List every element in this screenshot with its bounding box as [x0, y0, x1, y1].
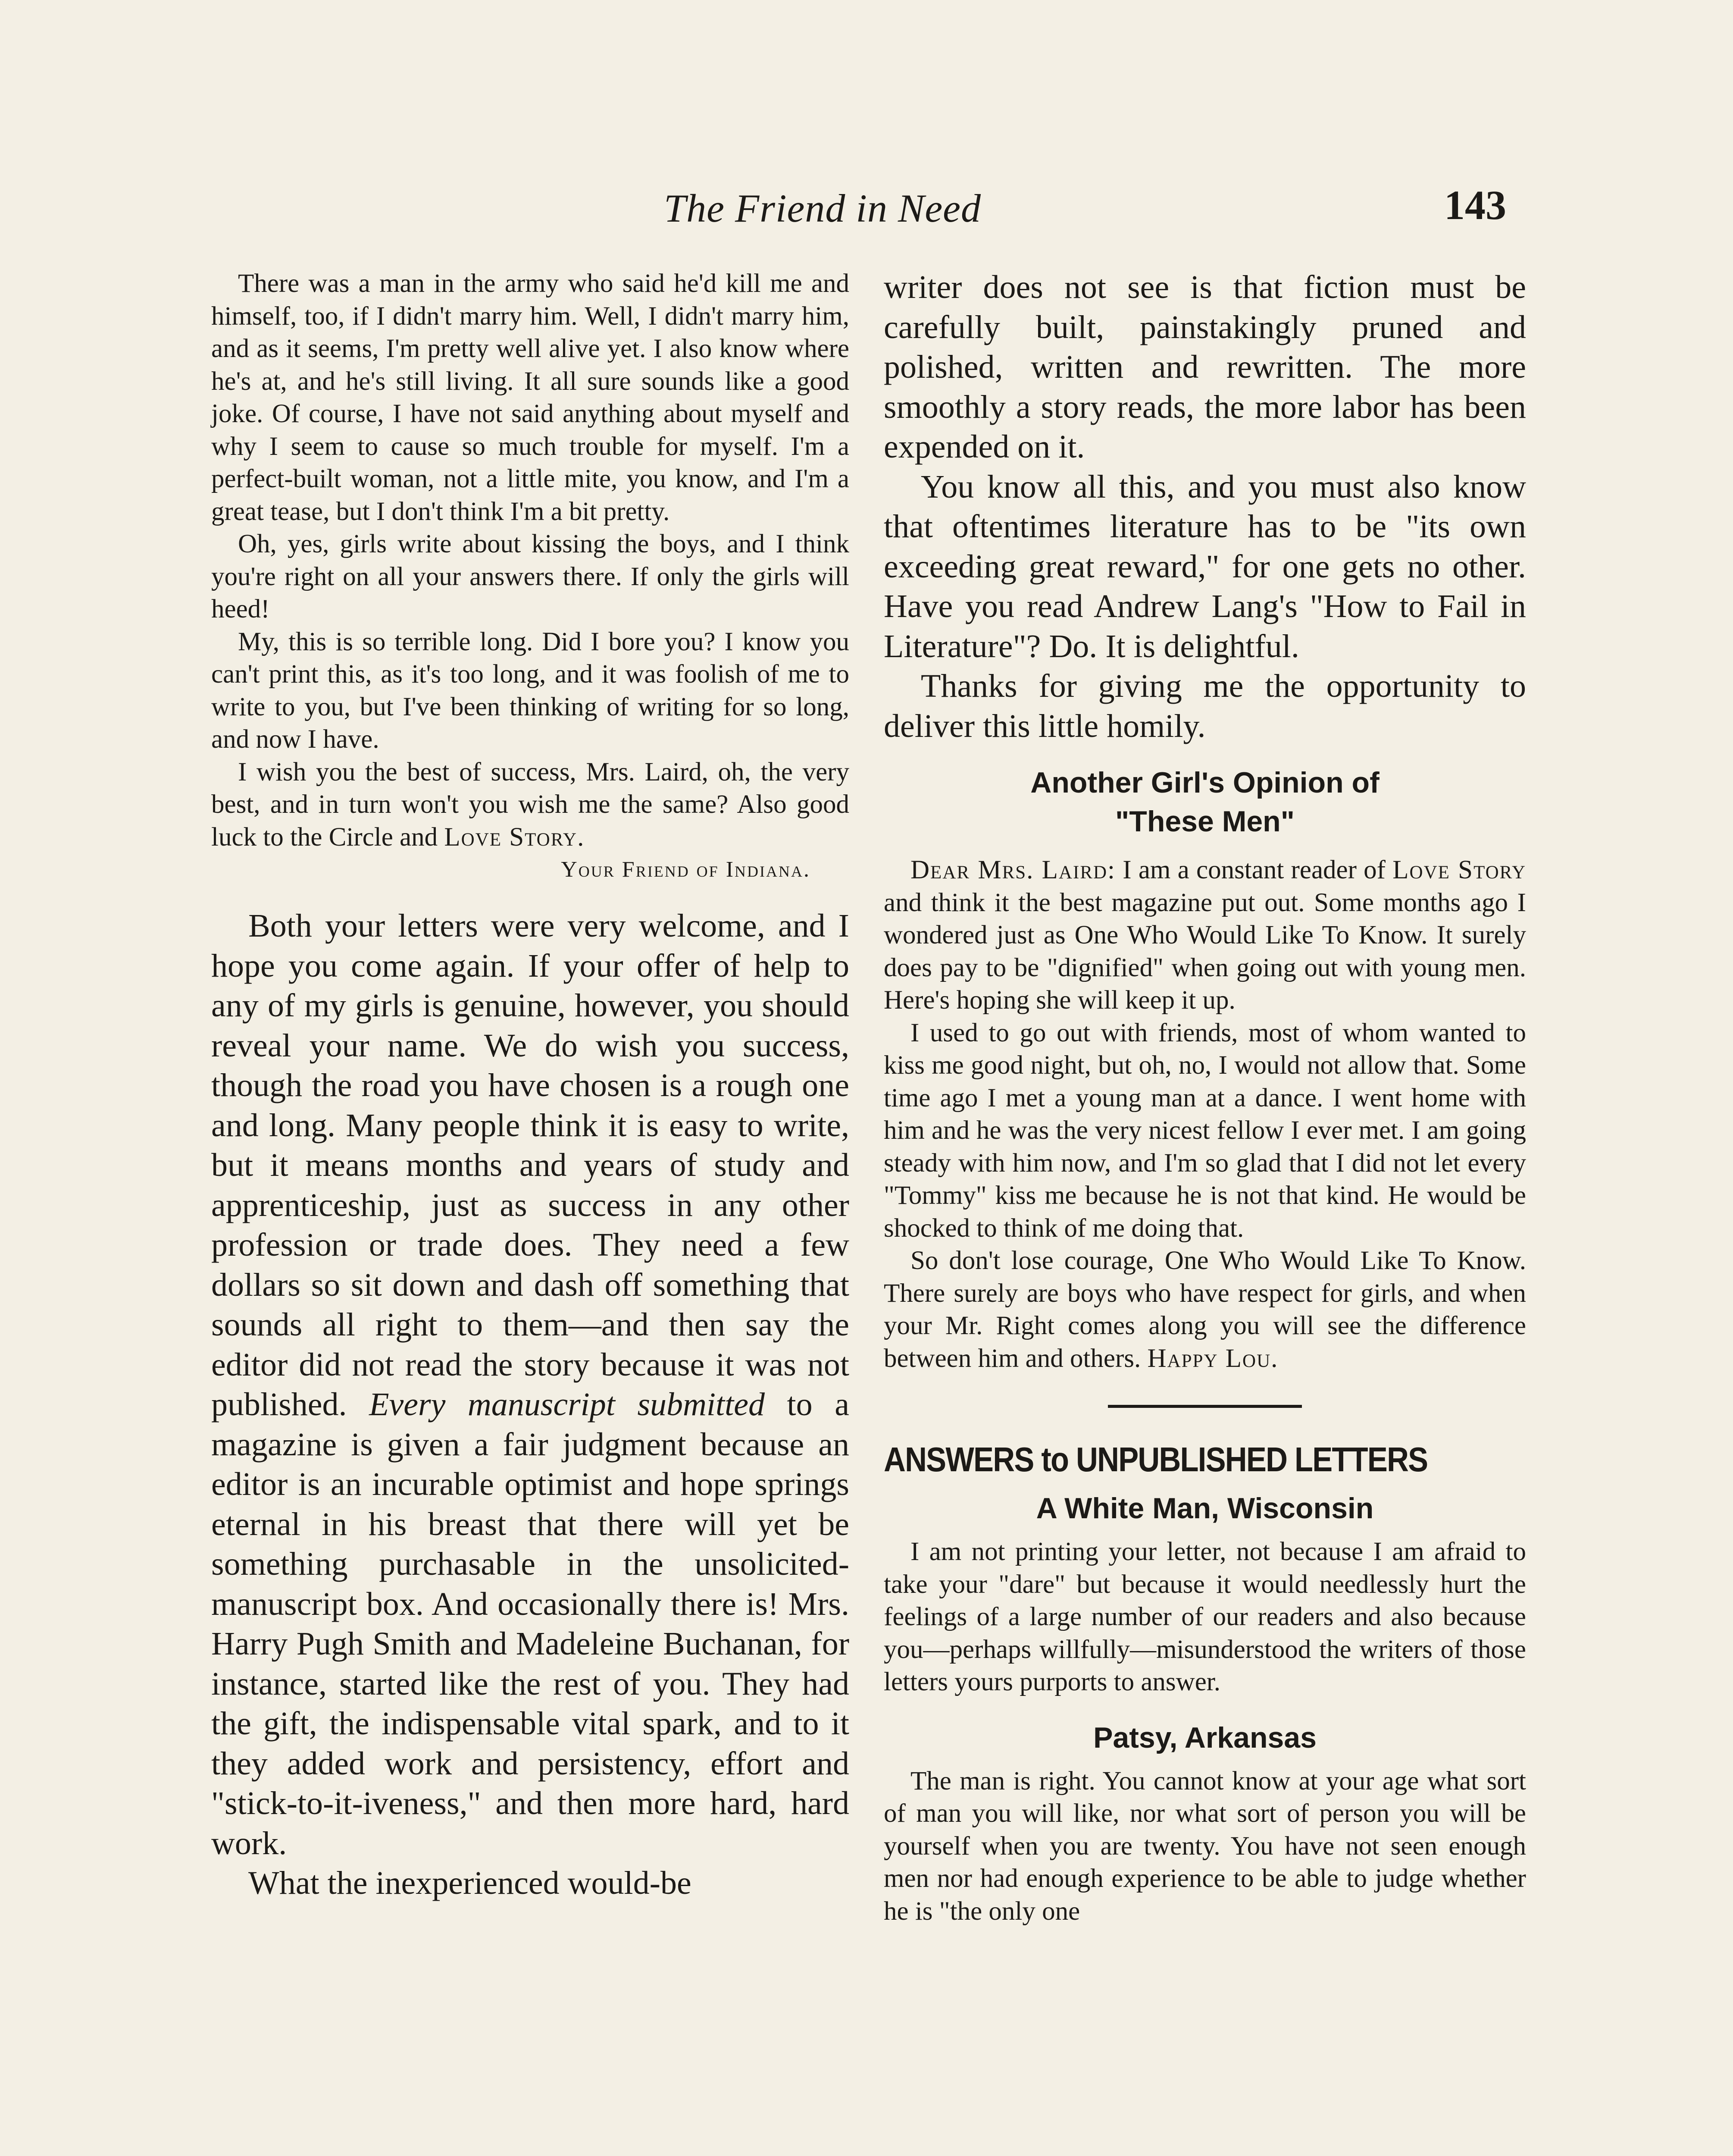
- answer-emphasis: Every manuscript submitted: [369, 1386, 765, 1423]
- letter-text: .: [577, 822, 584, 852]
- section-title-line: "These Men": [1115, 805, 1295, 838]
- answer-paragraph: What the inexperienced would-be: [248, 1865, 691, 1901]
- letter-signature: Happy Lou.: [1147, 1344, 1279, 1373]
- answer-text: to a magazine is given a fair judgment because an editor is an incurable optimist and hope springs eternal in his breast that there will yet be something purchasable in the unsolicited-manuscript box. And occasionally there is! Mrs. Harry Pugh Smith and Madeleine Buchanan, for instance, started like the rest of you. They had the gift, the indispensable vital spark, and to it they added work and persistency, effort and "stick-to-it-iveness," and then more hard, hard work.: [211, 1386, 849, 1861]
- section-divider: [1108, 1405, 1302, 1408]
- letter-paragraph: [211, 756, 849, 854]
- subsection-title: A White Man, Wisconsin: [1036, 1492, 1374, 1525]
- answer-paragraph: I am not printing your letter, not because I am afraid to take your "dare" but because it would needlessly hurt the feelings of a large number of our readers and also because you—perhaps willfully—misunderstood the writers of those letters yours purports to answer.: [884, 1537, 1526, 1696]
- magazine-name: Love Story: [444, 822, 578, 852]
- subsection-title: Patsy, Arkansas: [1093, 1721, 1317, 1754]
- answer-text: Both your letters were very welcome, and I hope you come again. If your offer of help to any of my girls is genuine, however, you should reveal your name. We do wish you success, though the road you have chosen is a rough one and long. Many people think it is easy to write, but it means months and years of study and apprenticeship, just as success in any other profession or trade does. They need a few dollars so sit down and dash off something that sounds all right to them—and then say the editor did not read the story because it was not published.: [211, 908, 849, 1423]
- running-title: The Friend in Need: [664, 186, 981, 230]
- answer-paragraph: You know all this, and you must also know that oftentimes literature has to be "its own exceeding great reward," for one gets no other. Have you read Andrew Lang's "How to Fail in Literature"? Do. It is delightful.: [884, 468, 1526, 664]
- answer-paragraph: writer does not see is that fiction must be carefully built, painstakingly pruned and polished, written and rewritten. The more smoothly a story reads, the more labor has been expended on it.: [884, 269, 1526, 465]
- letter-paragraph: [884, 854, 1526, 1017]
- editor-answer: [211, 906, 849, 1903]
- letter-text: and think it the best magazine put out. Some months ago I wondered just as One Who Would Like To Know. It surely does pay to be "dignified" when going out with young men. Here's hoping she will keep it up.: [884, 888, 1526, 1015]
- answer-paragraph: The man is right. You cannot know at your age what sort of man you will like, nor what sort of person you will be yourself when you are twenty. You have not seen enough men nor had enough experience to be able to judge whether he is "the only one: [884, 1766, 1526, 1926]
- right-column: [884, 267, 1526, 1927]
- magazine-name: Love Story: [1392, 856, 1527, 884]
- letter-paragraph: Oh, yes, girls write about kissing the boys, and I think you're right on all your answers there. If only the girls will heed!: [211, 530, 849, 624]
- letter-paragraph: There was a man in the army who said he'd kill me and himself, too, if I didn't marry him. Well, I didn't marry him, and as it seems, I'm pretty well alive yet. I also know where he's at, and he's still living. It all sure sounds like a good joke. Of course, I have not said anything about myself and why I seem to cause so much trouble for myself. I'm a perfect-built woman, not a little mite, you know, and I'm a great tease, but I don't think I'm a bit pretty.: [211, 269, 849, 526]
- answer-paragraph: Thanks for giving me the opportunity to deliver this little homily.: [884, 668, 1526, 744]
- answer-body: [884, 1765, 1526, 1928]
- reader-letter: [211, 267, 849, 886]
- letter-text: So don't lose courage, One Who Would Like To Know. There surely are boys who have respect for girls, and when your Mr. Right comes along you will see the difference between him and others.: [884, 1246, 1526, 1373]
- letter-signature: Your Friend of Indiana.: [561, 857, 810, 882]
- letter-paragraph: My, this is so terrible long. Did I bore you? I know you can't print this, as it's too long, and it was foolish of me to write to you, but I've been thinking of writing for so long, and now I have.: [211, 627, 849, 754]
- page-number: 143: [1444, 182, 1506, 228]
- reader-letter: [884, 854, 1526, 1375]
- letter-paragraph: I used to go out with friends, most of whom wanted to kiss me good night, but oh, no, I would not allow that. Some time ago I met a young man at a dance. I went home with him and he was the very nicest fellow I ever met. I am going steady with him now, and I'm so glad that I did not let every "Tommy" kiss me because he is not that kind. He would be shocked to think of me doing that.: [884, 1018, 1526, 1243]
- section-title-line: Another Girl's Opinion of: [1030, 766, 1380, 799]
- section-title: [884, 763, 1526, 841]
- answer-body: [884, 1536, 1526, 1698]
- salutation: Dear Mrs. Laird:: [910, 856, 1116, 884]
- page-header: [0, 181, 1733, 246]
- left-column: [211, 267, 849, 1903]
- letter-text: I wish you the best of success, Mrs. Laird, oh, the very best, and in turn won't you wish me the same? Also good luck to the Circle and: [211, 757, 849, 852]
- answer-paragraph: [211, 906, 849, 1863]
- answer-continued: [884, 267, 1526, 746]
- answers-heading: ANSWERS to UNPUBLISHED LETTERS: [884, 1440, 1428, 1479]
- letter-paragraph: [884, 1244, 1526, 1375]
- letter-text: I am a constant reader of: [1116, 856, 1393, 884]
